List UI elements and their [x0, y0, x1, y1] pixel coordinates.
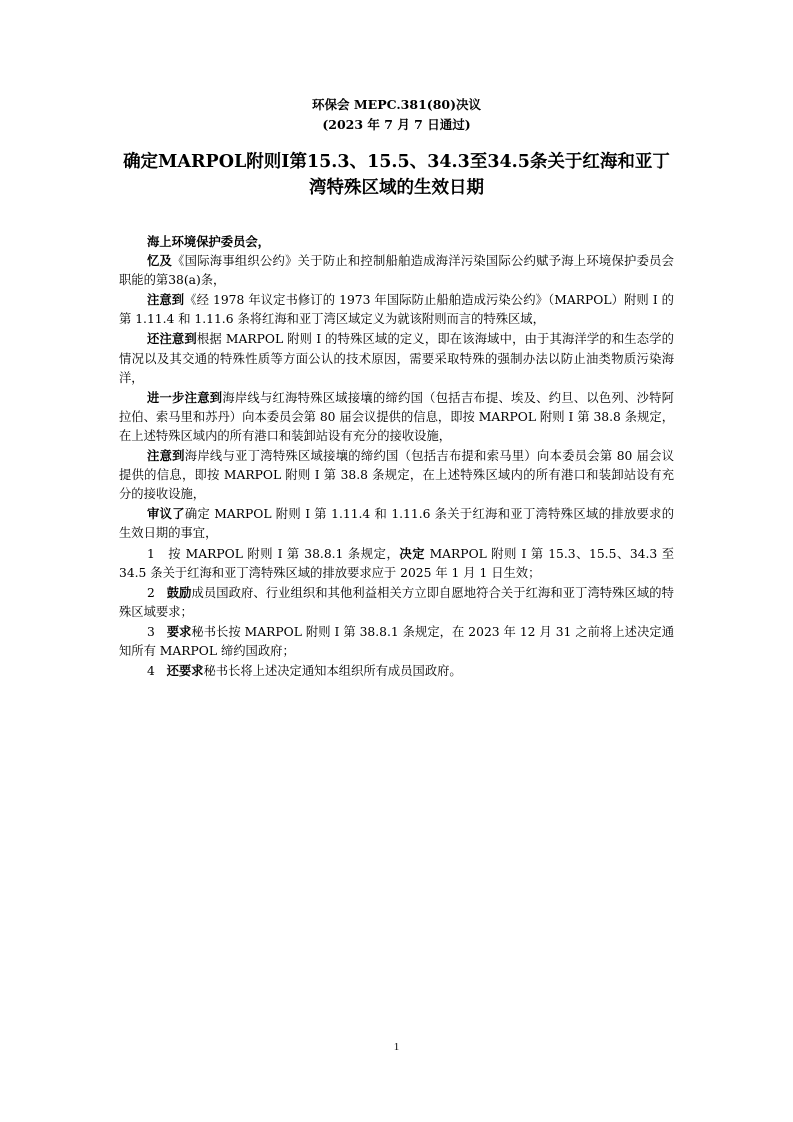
- preamble-paragraph-3: [119, 329, 674, 387]
- resolution-title: [110, 149, 683, 201]
- paragraph-text: 根据 MARPOL 附则 I 的特殊区域的定义，即在该海域中，由于其海洋学的和生态学的情况以及其交通的特殊性质等方面公认的技术原因，需要采取特殊的强制办法以防止油类物质污染海洋，: [119, 332, 674, 385]
- paragraph-text: MARPOL 附则 I 第 15.3、15.5、34.3 至 34.5 条关于红海和亚丁湾特殊区域的排放要求应于 2025 年 1 月 1 日生效；: [119, 546, 675, 580]
- preamble-paragraph-4: [119, 388, 674, 446]
- resolution-header: [0, 95, 793, 135]
- lead-word: 决定: [399, 545, 426, 561]
- paragraph-text: 秘书长按 MARPOL 附则 I 第 38.8.1 条规定，在 2023 年 12 月 31 之前将上述决定通知所有 MARPOL 缔约国政府；: [119, 624, 674, 658]
- paragraph-text: 成员国政府、行业组织和其他利益相关方立即自愿地符合关于红海和亚丁湾特殊区域的特殊区域要求；: [119, 585, 674, 619]
- paragraph-text: 《经 1978 年议定书修订的 1973 年国际防止船舶造成污染公约》（MARPOL）附则 I 的第 1.11.4 和 1.11.6 条将红海和亚丁湾区域定义为就该附则而言的特殊区域，: [119, 293, 674, 327]
- lead-word: 审议了: [147, 506, 185, 522]
- operative-paragraph-2: [119, 583, 674, 622]
- lead-word: 注意到: [147, 292, 185, 308]
- resolution-number: 环保会 MEPC.381(80)决议: [311, 97, 481, 112]
- lead-word: 进一步注意到: [147, 389, 223, 405]
- paragraph-text: 确定 MARPOL 附则 I 第 1.11.4 和 1.11.6 条关于红海和亚丁湾特殊区域的排放要求的生效日期的事宜，: [119, 507, 674, 541]
- title-line-1: 确定MARPOL附则I第15.3、15.5、34.3至34.5条关于红海和亚丁: [123, 152, 670, 172]
- operative-paragraph-1: [119, 544, 674, 583]
- paragraph-number: 4: [147, 664, 155, 679]
- operative-paragraph-4: [119, 661, 674, 681]
- preamble-paragraph-2: [119, 290, 674, 329]
- lead-word: 忆及: [147, 253, 173, 269]
- lead-word: 还注意到: [147, 331, 197, 347]
- title-line-2: 湾特殊区域的生效日期: [309, 178, 484, 198]
- lead-word: 注意到: [147, 448, 185, 464]
- paragraph-number: 3: [147, 624, 155, 639]
- adoption-date: (2023 年 7 月 7 日通过): [322, 117, 471, 132]
- paragraph-text: 海岸线与红海特殊区域接壤的缔约国（包括吉布提、埃及、约旦、以色列、沙特阿拉伯、索马里和苏丹）向本委员会第 80 届会议提供的信息，即按 MARPOL 附则 I 第 38.8 条规定，在上述特殊区域内的所有港口和装卸站设有充分的接收设施，: [119, 390, 674, 443]
- preamble-paragraph-6: [119, 504, 674, 543]
- resolution-body: [119, 232, 674, 681]
- lead-word: 还要求: [166, 663, 204, 679]
- lead-word: 要求: [166, 623, 192, 639]
- preamble-paragraph-1: [119, 251, 674, 290]
- preamble-paragraph-5: [119, 446, 674, 504]
- paragraph-number: 1: [147, 546, 155, 561]
- paragraph-text: 海岸线与亚丁湾特殊区域接壤的缔约国（包括吉布提和索马里）向本委员会第 80 届会议提供的信息，即按 MARPOL 附则 I 第 38.8 条规定，在上述特殊区域内的所有港口和装卸站设有充分的接收设施，: [119, 449, 674, 502]
- paragraph-text: 秘书长将上述决定通知本组织所有成员国政府。: [203, 664, 462, 679]
- paragraph-text: 《国际海事组织公约》关于防止和控制船舶造成海洋污染国际公约赋予海上环境保护委员会职能的第38(a)条，: [119, 254, 674, 288]
- paragraph-pretext: 按 MARPOL 附则 I 第 38.8.1 条规定，: [168, 546, 400, 561]
- page-number: 1: [393, 1041, 400, 1053]
- operative-paragraph-3: [119, 622, 674, 661]
- paragraph-number: 2: [147, 585, 155, 600]
- lead-word: 鼓励: [166, 584, 192, 600]
- opening-line: 海上环境保护委员会，: [147, 234, 270, 249]
